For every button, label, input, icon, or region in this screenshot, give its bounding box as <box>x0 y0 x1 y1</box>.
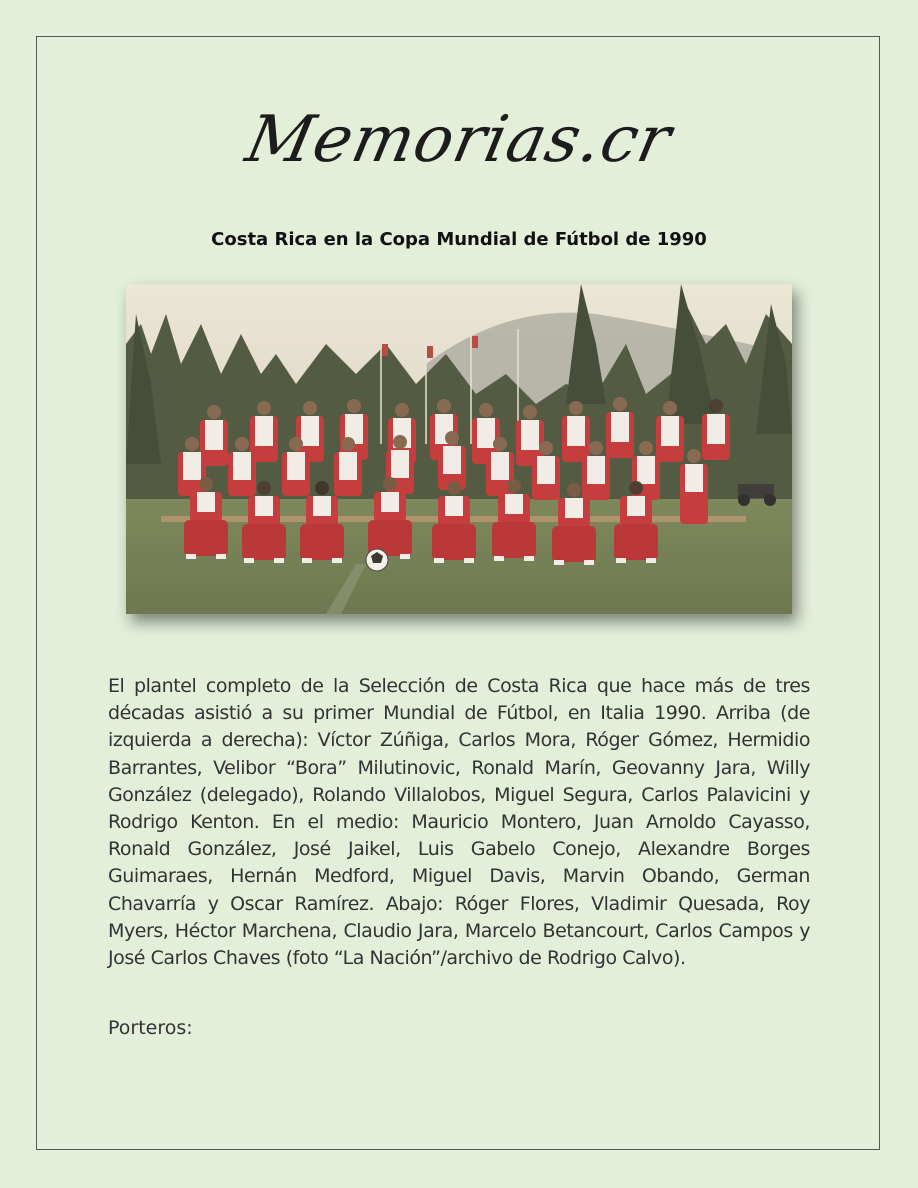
section-label-porteros: Porteros: <box>108 1017 193 1039</box>
article-title: Costa Rica en la Copa Mundial de Fútbol de 1990 <box>211 229 707 250</box>
site-logo[interactable]: Memorias.cr <box>239 103 679 177</box>
photo-caption: El plantel completo de la Selección de Costa Rica que hace más de tres décadas asistió a su primer Mundial de Fútbol, en Italia 1990. Arriba (de izquierda a derecha): Víctor Zúñiga, Carlos Mora, Róger Gómez, Hermidio Barrantes, Velibor “Bora” Milutinovic, Ronald Marín, Geovanny Jara, Willy González (delegado), Rolando Villalobos, Miguel Segura, Carlos Palavicini y Rodrigo Kenton. En el medio: Mauricio Montero, Juan Arnoldo Cayasso, Ronald González, José Jaikel, Luis Gabelo Conejo, Alexandre Borges Guimaraes, Hernán Medford, Miguel Davis, Marvin Obando, German Chavarría y Oscar Ramírez. Abajo: Róger Flores, Vladimir Quesada, Roy Myers, Héctor Marchena, Claudio Jara, Marcelo Betancourt, Carlos Campos y José Carlos Chaves (foto “La Nación”/archivo de Rodrigo Calvo). <box>108 675 810 970</box>
team-photo-image <box>126 284 792 614</box>
team-photo <box>126 284 792 614</box>
